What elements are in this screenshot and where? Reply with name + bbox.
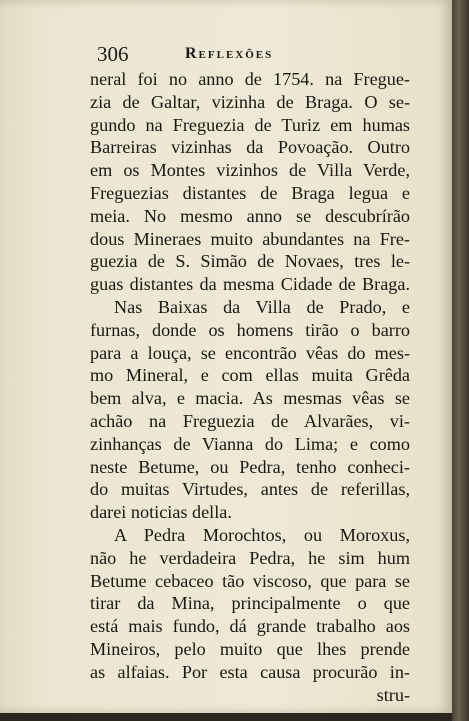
text-line: darei noticias della. [90, 502, 232, 523]
text-line: neral foi no anno de 1754. na Fregue- [90, 69, 410, 89]
body-text [90, 68, 410, 706]
text-line: Freguezias distantes de Braga legua e [90, 182, 410, 203]
text-line: guas distantes da mesma Cidade de Braga. [90, 274, 410, 295]
text-line: Mineiros, pelo muito que lhes prende [90, 638, 410, 659]
text-line: furnas, donde os homens tirão o barro [90, 319, 410, 340]
page-number: 306 [97, 42, 129, 66]
text-line: bem alva, e macia. As mesmas vêas se [90, 388, 410, 409]
text-line: mo Mineral, e com ellas muita Grêda [90, 365, 410, 386]
catchword: stru- [376, 684, 410, 705]
page-header [97, 42, 407, 68]
text-line: do muitas Virtudes, antes de referillas, [90, 479, 410, 500]
text-line: meia. No mesmo anno se descubrírão [90, 205, 410, 226]
text-line: está mais fundo, dá grande trabalho aos [90, 616, 410, 637]
text-line: zia de Galtar, vizinha de Braga. O se- [90, 91, 410, 112]
text-line: achão na Freguezia de Alvarães, vi- [90, 410, 410, 431]
text-line: dous Mineraes muito abundantes na Fre- [90, 228, 410, 249]
text-line: Nas Baixas da Villa de Prado, e [114, 296, 410, 317]
text-line: não he verdadeira Pedra, he sim hum [90, 547, 410, 568]
book-edge [452, 0, 469, 721]
text-line: neste Betume, ou Pedra, tenho conheci- [90, 456, 410, 477]
running-head: Reflexões [185, 45, 274, 62]
text-line: gundo na Freguezia de Turiz em humas [90, 114, 410, 135]
text-line: Betume cebaceo tão viscoso, que para se [90, 570, 410, 591]
text-line: Barreiras vizinhas da Povoação. Outro [90, 137, 410, 158]
text-line: guezia de S. Simão de Novaes, tres le- [90, 251, 410, 272]
text-line: as alfaias. Por esta causa procurão in- [90, 661, 410, 682]
text-line: zinhanças de Vianna do Lima; e como [90, 433, 410, 454]
text-line: para a louça, se encontrão vêas do mes- [90, 342, 410, 363]
text-line: A Pedra Morochtos, ou Moroxus, [114, 524, 410, 545]
text-line: em os Montes vizinhos de Villa Verde, [90, 160, 410, 181]
text-line: tirar da Mina, principalmente o que [90, 593, 410, 614]
